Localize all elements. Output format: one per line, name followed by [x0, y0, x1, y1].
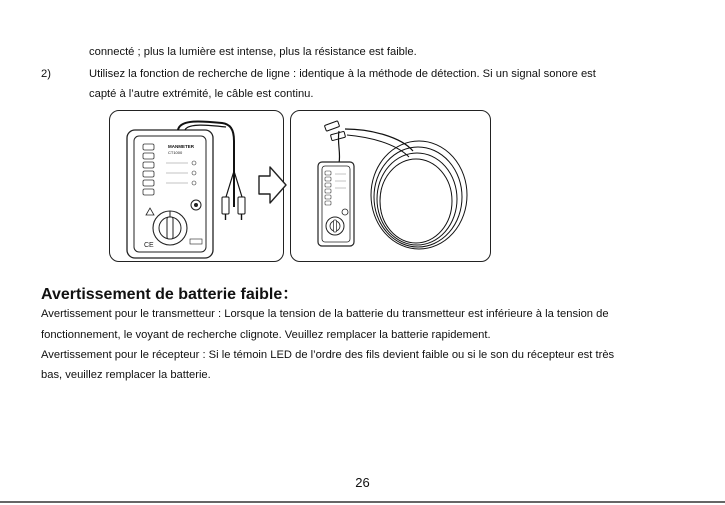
- paragraph-line-3: Avertissement pour le récepteur : Si le témoin LED de l’ordre des fils devient faible ou si le son du récepteur est très: [41, 349, 615, 361]
- step-number: 2): [41, 68, 51, 80]
- page-number: 26: [355, 475, 370, 490]
- coiled-cable-illustration: [291, 111, 490, 261]
- page-bottom-rule: [0, 501, 725, 503]
- figure-receiver-with-cable: [290, 110, 491, 262]
- paragraph-line-4: bas, veuillez remplacer la batterie.: [41, 369, 211, 381]
- paragraph-line-1: Avertissement pour le transmetteur : Lorsque la tension de la batterie du transmetteur est inférieure à la tension de: [41, 308, 609, 320]
- intro-line: connecté ; plus la lumière est intense, plus la résistance est faible.: [89, 46, 417, 58]
- arrow-icon: [257, 165, 289, 205]
- step-line-2: capté à l’autre extrémité, le câble est continu.: [89, 88, 314, 100]
- device-model: CT1000: [168, 150, 183, 155]
- paragraph-line-2: fonctionnement, le voyant de recherche clignote. Veuillez remplacer la batterie rapidement.: [41, 329, 491, 341]
- step-line-1: Utilisez la fonction de recherche de ligne : identique à la méthode de détection. Si un signal sonore est: [89, 68, 596, 80]
- svg-text:CE: CE: [144, 242, 154, 249]
- device-brand: MANMETER: [168, 144, 194, 149]
- section-title: Avertissement de batterie faible：: [41, 286, 299, 303]
